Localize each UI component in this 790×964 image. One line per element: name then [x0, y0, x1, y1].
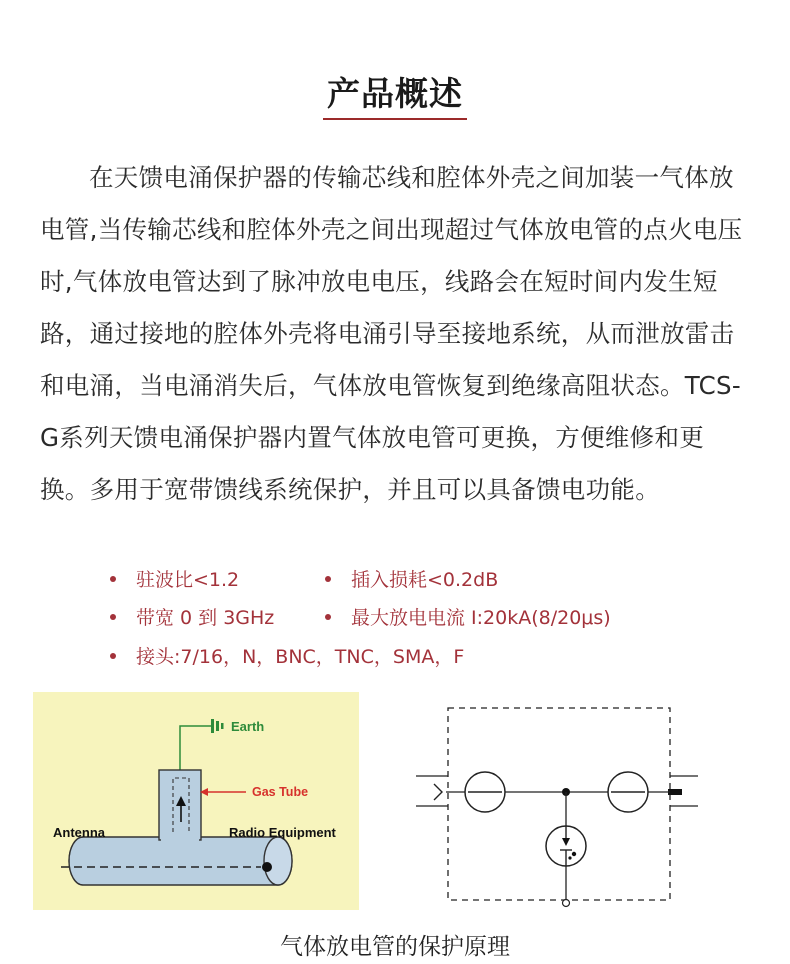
coax-body	[69, 837, 292, 885]
gas-tube-illustration	[33, 692, 359, 910]
ground-terminal	[563, 900, 570, 907]
feature-bandwidth-text: 带宽 0 到 3GHz	[136, 607, 275, 629]
feature-bandwidth	[110, 606, 274, 630]
circuit-schematic	[412, 700, 702, 910]
earth-icon	[211, 719, 224, 733]
radio-equipment-label: Radio Equipment	[229, 825, 336, 840]
description-paragraph: 在天馈电涌保护器的传输芯线和腔体外壳之间加装一气体放电管,当传输芯线和腔体外壳之间出现超过气体放电管的点火电压时,气体放电管达到了脉冲放电电压，线路会在短时间内发生短路，通过接地的腔体外壳将电涌引导至接地系统，从而泄放雷击和电涌，当电涌消失后，气体放电管恢复到绝缘高阻状态。TCS-G系列天馈电涌保护器内置气体放电管可更换，方便维修和更换。多用于宽带馈线系统保护，并且可以具备馈电功能。	[40, 163, 743, 504]
bullet-dot	[110, 614, 116, 620]
feature-max-current-text: 最大放电电流 I:20kA(8/20μs)	[351, 607, 611, 629]
feature-vswr-text: 驻波比<1.2	[136, 569, 240, 591]
feature-connectors-text: 接头:7/16，N，BNC，TNC，SMA，F	[136, 646, 465, 668]
bullet-dot	[110, 653, 116, 659]
feature-max-current	[325, 606, 611, 630]
bullet-dot	[325, 576, 331, 582]
title-underline	[323, 118, 467, 120]
coax-end-right	[264, 837, 292, 885]
antenna-label: Antenna	[53, 825, 105, 840]
feature-vswr	[110, 568, 239, 592]
gas-tube-diagram	[33, 692, 359, 910]
earth-label: Earth	[231, 719, 265, 734]
bullet-dot	[110, 576, 116, 582]
bullet-dot	[325, 614, 331, 620]
gas-tube-label: Gas Tube	[252, 785, 309, 799]
feature-connectors	[110, 645, 464, 669]
signal-endpoint	[262, 862, 272, 872]
earth-wire	[180, 726, 211, 770]
feature-insertion-loss-text: 插入损耗<0.2dB	[351, 569, 499, 591]
circuit-schematic-drawing	[412, 700, 702, 910]
gdt-gas-dot	[572, 852, 576, 856]
page-title: 产品概述	[327, 74, 463, 113]
stem-join	[161, 834, 199, 842]
gdt-gas-dot	[568, 856, 571, 859]
output-connector-icon	[668, 789, 682, 795]
feature-insertion-loss	[325, 568, 498, 592]
diagram-caption: 气体放电管的保护原理	[280, 934, 510, 960]
input-connector-icon	[434, 784, 442, 800]
